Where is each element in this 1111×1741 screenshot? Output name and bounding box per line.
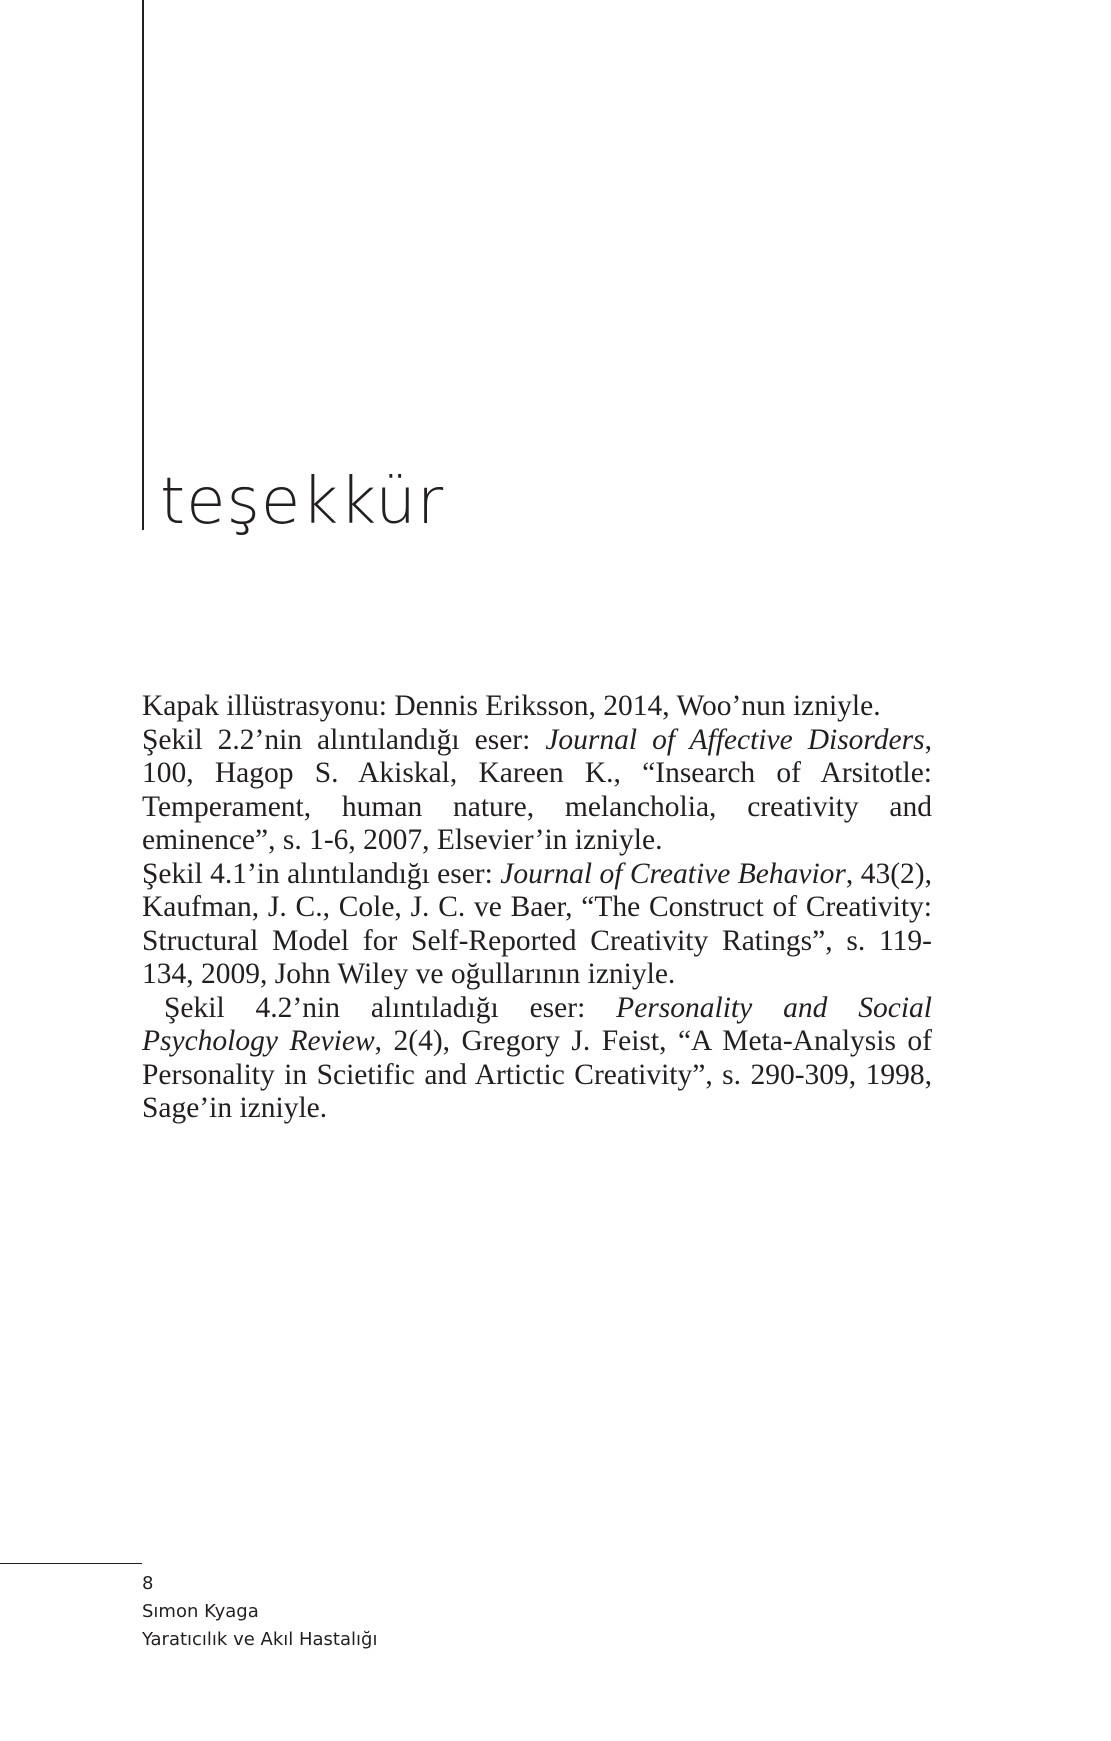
page-footer bbox=[142, 1570, 377, 1654]
journal-title: Journal of Creative Behavior bbox=[500, 857, 846, 890]
chapter-vertical-rule bbox=[142, 0, 144, 530]
credits-block bbox=[142, 690, 932, 1126]
credit-text: Kapak illüstrasyonu: Dennis Eriksson, 2014, Woo’nun izniyle. bbox=[142, 690, 881, 722]
journal-title: Personality and Social Psychology Review bbox=[142, 991, 932, 1057]
credit-text: , 43(2), Kaufman, J. C., Cole, J. C. ve Baer, “The Construct of Creativity: Structural Model for Self-Reported Creativity Ratings”, s. 119-134, 2009, John Wiley ve oğullarının izniyle. bbox=[142, 857, 932, 990]
page-number: 8 bbox=[142, 1573, 154, 1594]
credit-paragraph bbox=[142, 724, 932, 858]
credit-text: Şekil 4.1’in alıntılandığı eser: bbox=[142, 857, 501, 890]
footer-book-title: Yaratıcılık ve Akıl Hastalığı bbox=[142, 1629, 378, 1650]
journal-title: Journal of Affective Disorders bbox=[545, 723, 925, 756]
credit-text: , 2(4), Gregory J. Feist, “A Meta-Analysis of Personality in Scietific and Artictic Creativity”, s. 290-309, 1998, Sage’in izniyle. bbox=[142, 1025, 932, 1124]
chapter-title: teşekkür bbox=[160, 465, 445, 539]
credit-paragraph bbox=[142, 992, 932, 1126]
credit-text: Şekil 4.2’nin alıntıladığı eser: bbox=[164, 991, 617, 1024]
credit-text: Şekil 2.2’nin alıntılandığı eser: bbox=[142, 723, 546, 756]
credit-text: , 100, Hagop S. Akiskal, Kareen K., “Insearch of Arsitotle: Temperament, human nature, melancholia, creativity and eminence”, s. 1-6, 2007, Elsevier’in izniyle. bbox=[142, 723, 932, 856]
footer-rule bbox=[0, 1563, 142, 1564]
credit-paragraph bbox=[142, 858, 932, 992]
credit-paragraph bbox=[142, 690, 932, 724]
footer-author: Sımon Kyaga bbox=[142, 1601, 259, 1622]
